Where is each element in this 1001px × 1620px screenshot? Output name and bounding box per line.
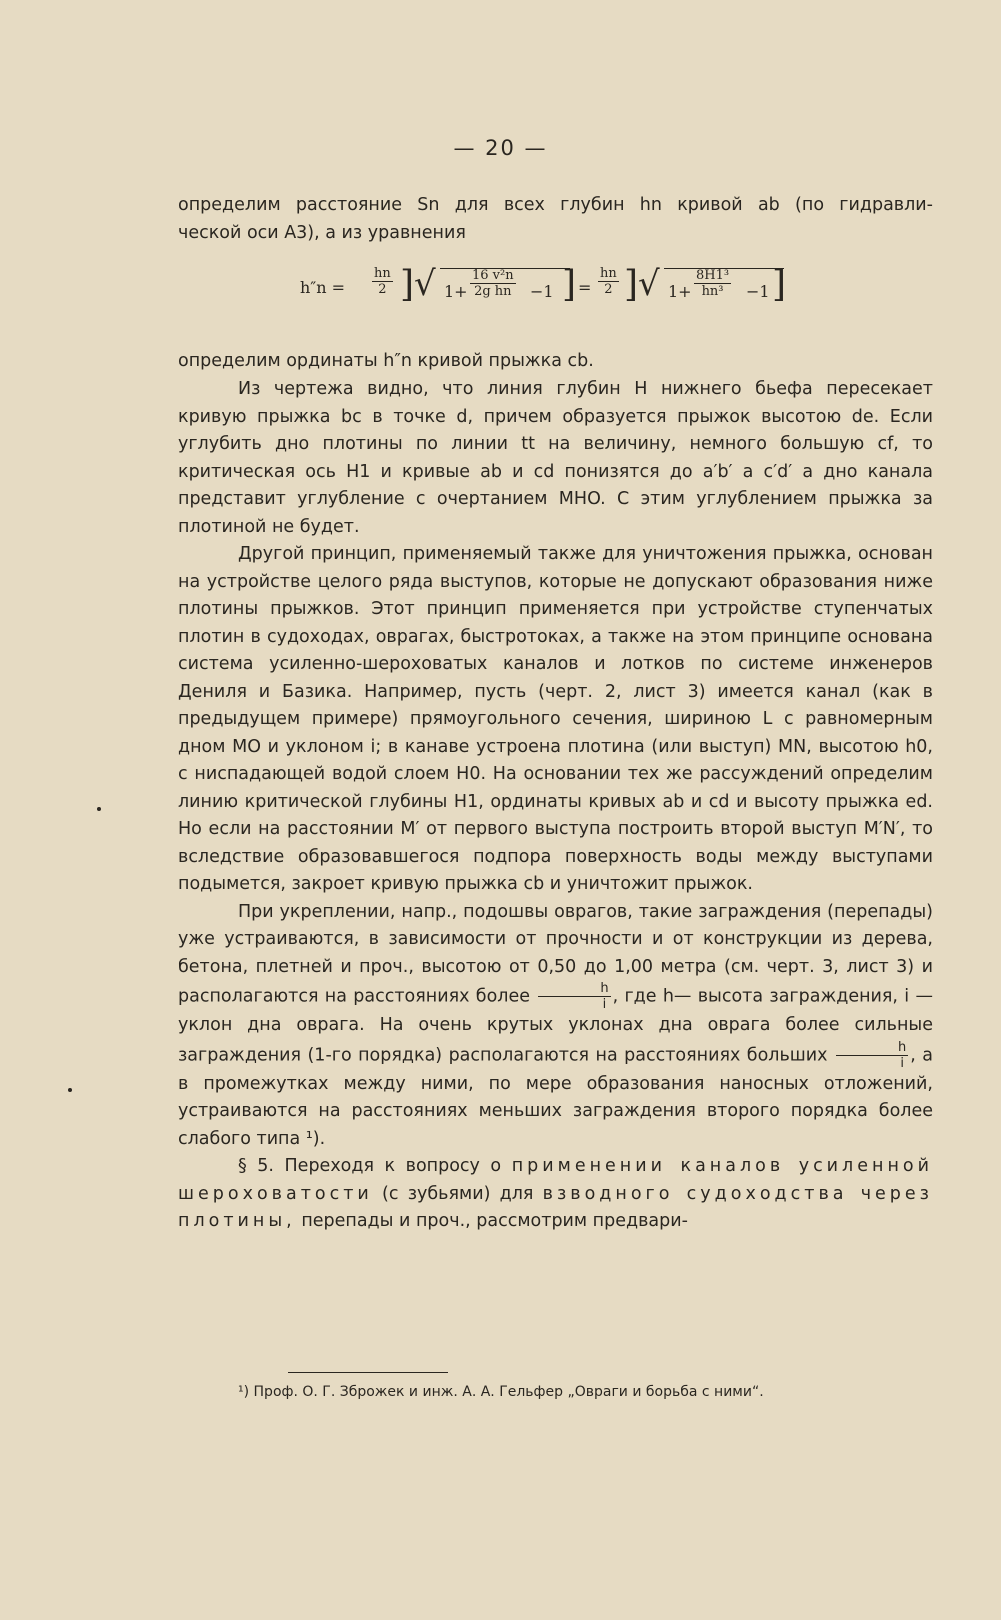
- formula-text: =: [578, 278, 592, 297]
- text-line: определим расстояние Sn для всех глубин hn кривой ab (по гидравли-: [178, 195, 933, 215]
- fraction: $\frac{\text{16 v²n}}{\text{2g hn}}$: [472, 268, 514, 299]
- fraction-h-over-i: $\frac{h}{i}$: [538, 981, 610, 1012]
- formula-text: −1: [746, 282, 770, 301]
- bracket-close: ]: [772, 264, 787, 305]
- bracket-close: ]: [562, 264, 577, 305]
- speck: [97, 807, 101, 811]
- radical-sign: √: [414, 264, 436, 304]
- body-text: [178, 376, 933, 1236]
- radical-sign: √: [638, 264, 660, 304]
- text-line: ческой оси A3), а из уравнения: [178, 223, 466, 243]
- fraction: $\frac{\text{8H1³}}{\text{hn³}}$: [696, 268, 730, 299]
- fraction: $\frac{hn}{2}$: [600, 266, 617, 297]
- equation: [300, 264, 820, 330]
- paragraph: Другой принцип, применяемый также для уничтожения прыжка, основан на устройстве целого ряда выступов, которые не допускают образования ниже плотины прыжков. Этот принцип применяется при устройстве ступенчатых плотин в судоходах, оврагах, быстротоках, а также на этом принципе основана система усиленно-шероховатых каналов и лотков по системе инженеров Дениля и Базика. Например, пусть (черт. 2, лист 3) имеется канал (как в предыдущем примере) прямоугольного сечения, шириною L с равномерным дном MO и уклоном i; в канаве устроена плотина (или выступ) MN, высотою h0, с ниспадающей водой слоем H0. На основании тех же рассуждений определим линию критической глубины H1, ординаты кривых ab и cd и высоту прыжка ed. Но если на расстоянии M′ от первого выступа построить второй выступ M′N′, то вследствие образовавшегося подпора поверхность воды между выступами подымется, закроет кривую прыжка cb и уничтожит прыжок.: [178, 544, 933, 894]
- paragraph: При укреплении, напр., подошвы оврагов, такие заграждения (перепады) уже устраиваются, в зависимости от прочности и от конструкции из дерева, бетона, плетней и проч., высотою от 0,50 до 1,00 метра (см. черт. 3, лист 3) и располагаются на расстояниях более $\frac{h}{i}$ , где h— высота заграждения, i — уклон дна оврага. На очень крутых уклонах дна оврага более сильные заграждения (1-го порядка) располагаются на расстояниях больших $\frac{h}{i}$ , а в промежутках между ними, по мере образования наносных отложений, устраиваются на расстояниях меньших заграждения второго порядка более слабого типа ¹).: [178, 901, 933, 1149]
- bracket-open: ]: [400, 264, 415, 305]
- text-line: определим ординаты h″n кривой прыжка cb.: [178, 351, 594, 371]
- paragraph: Из чертежа видно, что линия глубин H нижнего бьефа пересекает кривую прыжка bc в точке d, причем образуется прыжок высотою de. Если углубить дно плотины по линии tt на величину, немного большую cf, то критическая ось H1 и кривые ab и cd понизятся до a′b′ а c′d′ а дно канала представит углубление с очертанием MHO. С этим углублением прыжка за плотиной не будет.: [178, 379, 933, 537]
- footnote-rule: [288, 1372, 448, 1373]
- formula-lhs: h″n =: [300, 278, 346, 297]
- footnote: ¹) Проф. О. Г. Зброжек и инж. А. А. Гельфер „Овраги и борьба с ними“.: [238, 1384, 764, 1400]
- formula-text: 1+: [668, 282, 692, 301]
- paragraph: § 5. Переходя к вопросу о применении каналов усиленной шероховатости (с зубьями) для взводного судоходства через плотины, перепады и проч., рассмотрим предвари-: [178, 1156, 933, 1231]
- page-number: — 20 —: [453, 136, 548, 160]
- speck: [68, 1088, 72, 1092]
- formula-text: 1+: [444, 282, 468, 301]
- bracket-open: ]: [624, 264, 639, 305]
- fraction-h-over-i: $\frac{h}{i}$: [836, 1040, 908, 1071]
- fraction: $\frac{hn}{2}$: [374, 266, 391, 297]
- formula-text: −1: [530, 282, 554, 301]
